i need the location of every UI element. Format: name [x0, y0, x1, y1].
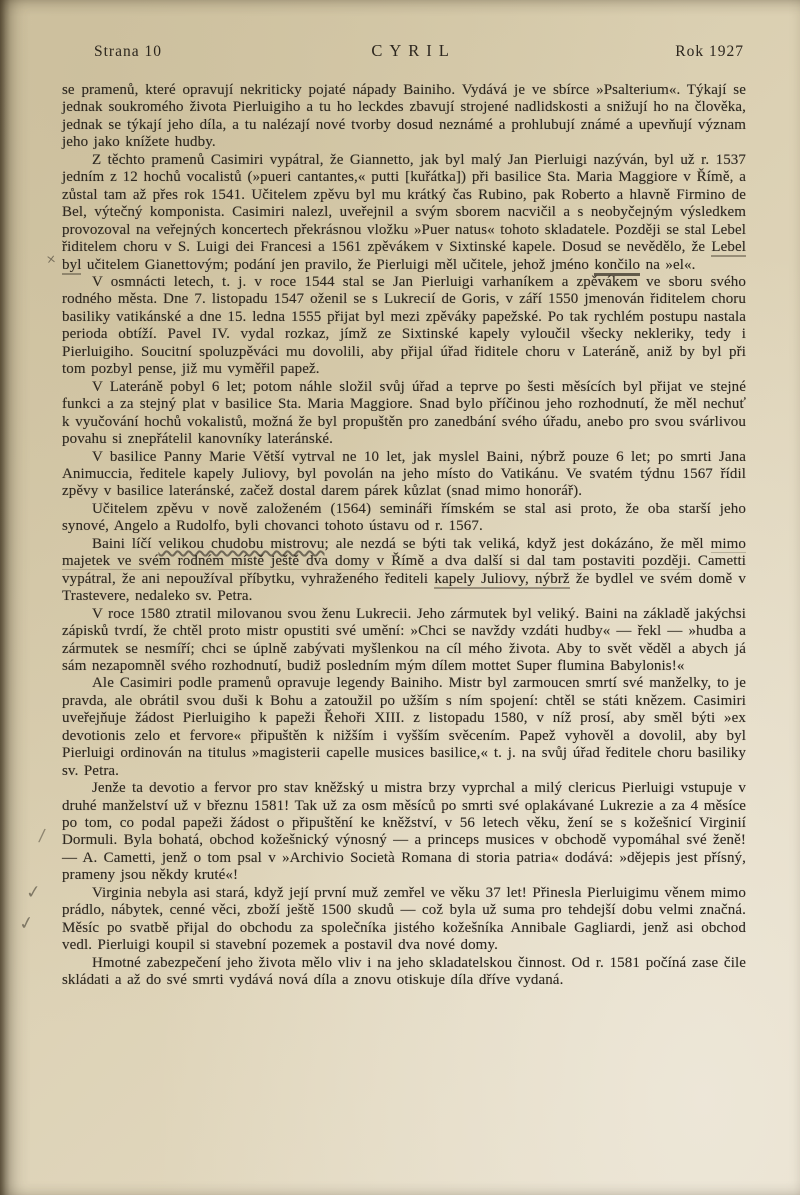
paragraph-text: na »el«.	[640, 256, 696, 273]
paragraph-text: Baini líčí	[92, 535, 159, 552]
paragraph-text: Hmotné zabezpečení jeho života mělo vliv i na jeho skladatelskou činnost. Od r. 1581 počíná zase čile skládati a až do své smrti vydává nová díla a znovu otiskuje díla dříve vydaná.	[62, 954, 746, 989]
journal-title: CYRIL	[371, 41, 456, 60]
year-label: Rok 1927	[675, 43, 744, 60]
paragraph-text: Jenže ta devotio a fervor pro stav kněžský u mistra brzy vyprchal a milý clericus Pierluigi vstupuje v druhé manželství už v březnu 1581! Tak už za osm měsíců po smrti své oplakávané Lukrezie a za 4 měsíce po tom, co podal papeži žádost o připuštění ke kněžství, v 56 letech věku, žení se s kožešnicí Virginií Dormuli. Byla bohatá, obchod kožešnický výnosný — a princeps musices v obchodě vypomáhal své ženě! — A. Cametti, jenž o tom psal v »Archivio Società Romana di storia patria« dodává: »dějepis jest přísný, prameny jsou někdy kruté«!	[62, 780, 746, 884]
paragraph	[62, 675, 746, 780]
paragraph-text: V osmnácti letech, t. j. v roce 1544 stal se Jan Pierluigi varhaníkem a zpěvákem ve sboru svého rodného města. Dne 7. listopadu 1547 oženil se s Lukrecií de Goris, v září 1550 jmenován řiditelem choru basiliky vatikánské a dne 15. ledna 1555 přijat byl mezi zpěváky papežské. Po tak rychlém postupu nastala perioda obtíží. Pavel IV. vydal rozkaz, jímž ze Sixtinské kapely vyloučil všecky nekleriky, tedy i Pierluigiho. Soucitní spoluzpěváci mu dovolili, aby přijal úřad řiditele choru v Lateráně, aniž by byl při tom pozbyl pense, již mu vyměřil papež.	[62, 273, 746, 378]
paragraph-text: ; ale nezdá se býti tak veliká, když jest dokázáno, že měl	[324, 535, 711, 552]
scan-edge-shadow	[0, 0, 10, 1195]
article-body	[62, 82, 746, 990]
paragraph-text: se pramenů, které opravují nekriticky pojaté nápady Bainiho. Vydává je ve sbírce »Psalterium«. Týkají se jednak soukromého života Pierluigiho a tu ho leckdes zbavují strojené nadlidskosti a snižují ho na člověka, jednak se týkají jeho díla, a tu nalézají nové tvorby dosud neznámé a prohlubují známé a upevňují význam jeho jako knížete hudby.	[62, 82, 746, 151]
paragraph-text: V Lateráně pobyl 6 let; potom náhle složil svůj úřad a teprve po šesti měsících byl přijat ve stejné funkci a za stejný plat v basilice Sta. Maria Maggiore. Snad bylo příčinou jeho rozhodnutí, že měl nechuť k vyučování hochů vokalistů, možná že byl propuštěn pro zanedbání svého úřadu, anebo pro svou svárlivou povahu si znepřátelil kanovníky lateránské.	[62, 378, 746, 448]
paragraph	[62, 606, 746, 676]
paragraph	[62, 274, 746, 379]
paragraph	[62, 536, 746, 606]
paragraph	[62, 955, 746, 990]
pencil-check-margin-mark: ✓	[24, 881, 43, 904]
paragraph	[62, 885, 746, 955]
paragraph	[62, 449, 746, 501]
pencil-x-margin-mark: ×	[45, 251, 57, 267]
paragraph-text: že bydlel ve svém domě v Trastevere, nedaleko sv. Petra.	[62, 570, 746, 605]
paragraph-text: V basilice Panny Marie Větší vytrval ne 10 let, jak myslel Baini, nýbrž pouze 6 let; po smrti Jana Animuccia, ředitele kapely Juliovy, byl povolán na jeho místo do Vatikánu. Ve svatém týdnu 1567 řídil zpěvy v basilice lateránské, začež dostal darem párek kůzlat (snad mimo honorář).	[62, 448, 746, 500]
pencil-underlined-text: Lebel byl	[62, 239, 746, 273]
paragraph-text: Z těchto pramenů Casimiri vypátral, že Giannetto, jak byl malý Jan Pierluigi nazýván, byl už r. 1537 jedním z 12 hochů vocalistů (»pueri cantantes,« putti [kuřátka]) při basilice Sta. Maria Maggiore v Římě, a zůstal tam až přes rok 1541. Učitelem zpěvu byl mu krátký čas Rubino, pak Roberto a hlavně Firmino de Bel, výtečný komponista. Casimiri nalezl, uveřejnil a svým sborem nacvičil a s neobyčejným výsledkem provozoval na veřejných koncertech překrásnou vložku »Puer natus« tohoto skladatele. Později se stal Lebel řiditelem choru v S. Luigi dei Francesi a 1561 zpěvákem v Sixtinské kapele. Dosud se nevědělo, že	[62, 151, 746, 256]
page-header	[62, 41, 744, 61]
pencil-slash-margin-mark: /	[37, 825, 47, 847]
paragraph-text: Ale Casimiri podle pramenů opravuje legendy Bainiho. Mistr byl zarmoucen smrtí své manželky, to je pravda, ale obrátil svou duši k Bohu a zatoužil po užším s ním spojení: chtěl se státi knězem. Casimiri uveřejňuje žádost Pierluigiho k papeži Řehoři XIII. z listopadu 1580, v níž prosí, aby směl býti »ex devotionis zelo et fervore« připuštěn k nižším i vyšším svěcením. Papež vyhověl a dovolil, aby byl Pierluigi ordinován na titulus »magisterii capelle musices basilice,« t. j. na svůj úřad ředitele choru basiliky sv. Petra.	[62, 675, 746, 779]
paragraph	[62, 379, 746, 449]
pencil-check-margin-mark: ✓	[17, 911, 36, 936]
paragraph	[62, 82, 746, 152]
paragraph	[62, 501, 746, 536]
pencil-underlined-text: končilo	[594, 257, 640, 276]
paragraph-text: Cametti vypátral, že ani nepoužíval příbytku, vyhraženého řediteli	[62, 553, 747, 587]
paragraph-text: Učitelem zpěvu v nově založeném (1564) semináři římském se stal asi proto, že oba starší jeho synové, Angelo a Rudolfo, byli chovanci tohoto ústavu od r. 1567.	[62, 500, 746, 535]
pencil-underlined-text: kapely Juliovy, nýbrž	[434, 570, 570, 587]
pencil-underlined-text: mimo majetek ve svém rodném místě ještě dva domy v Římě a dva další si dal tam postaviti později.	[62, 535, 746, 570]
paragraph-text: Virginia nebyla asi stará, když její první muž zemřel ve věku 37 let! Přinesla Pierluigimu věnem mimo prádlo, nábytek, cenné věci, zboží ještě 1500 skudů — což byla už suma pro tehdejší dobu velmi značná. Měsíc po svatbě přijal do obchodu za společníka jistého kožešníka Annibale Gagliardi, jenž asi obchod vedl. Pierluigi koupil si stavební pozemek a postavil dva nové domy.	[62, 884, 746, 954]
paragraph	[62, 780, 746, 885]
page-number-label: Strana 10	[94, 43, 162, 60]
pencil-underlined-text: velikou chudobu mistrovu	[158, 535, 325, 552]
paragraph-text: V roce 1580 ztratil milovanou svou ženu Lukrecii. Jeho zármutek byl veliký. Baini na základě jakýchsi zápisků tvrdí, že chtěl proto mistr opustiti své umění: »Chci se navždy vzdáti hudby« — řekl — »hudba a zármutek se nesmíří; chci se úplně zabývati myšlenkou na cíl mého života. Aby to svět věděl a abych já sám nezapomněl svého rozhodnutí, budiž posledním mým dílem mottet Super flumina Babylonis!«	[62, 605, 746, 674]
paragraph	[62, 152, 746, 274]
paragraph-text: učitelem Gianettovým; podání jen pravilo, že Pierluigi měl učitele, jehož jméno	[81, 256, 595, 273]
